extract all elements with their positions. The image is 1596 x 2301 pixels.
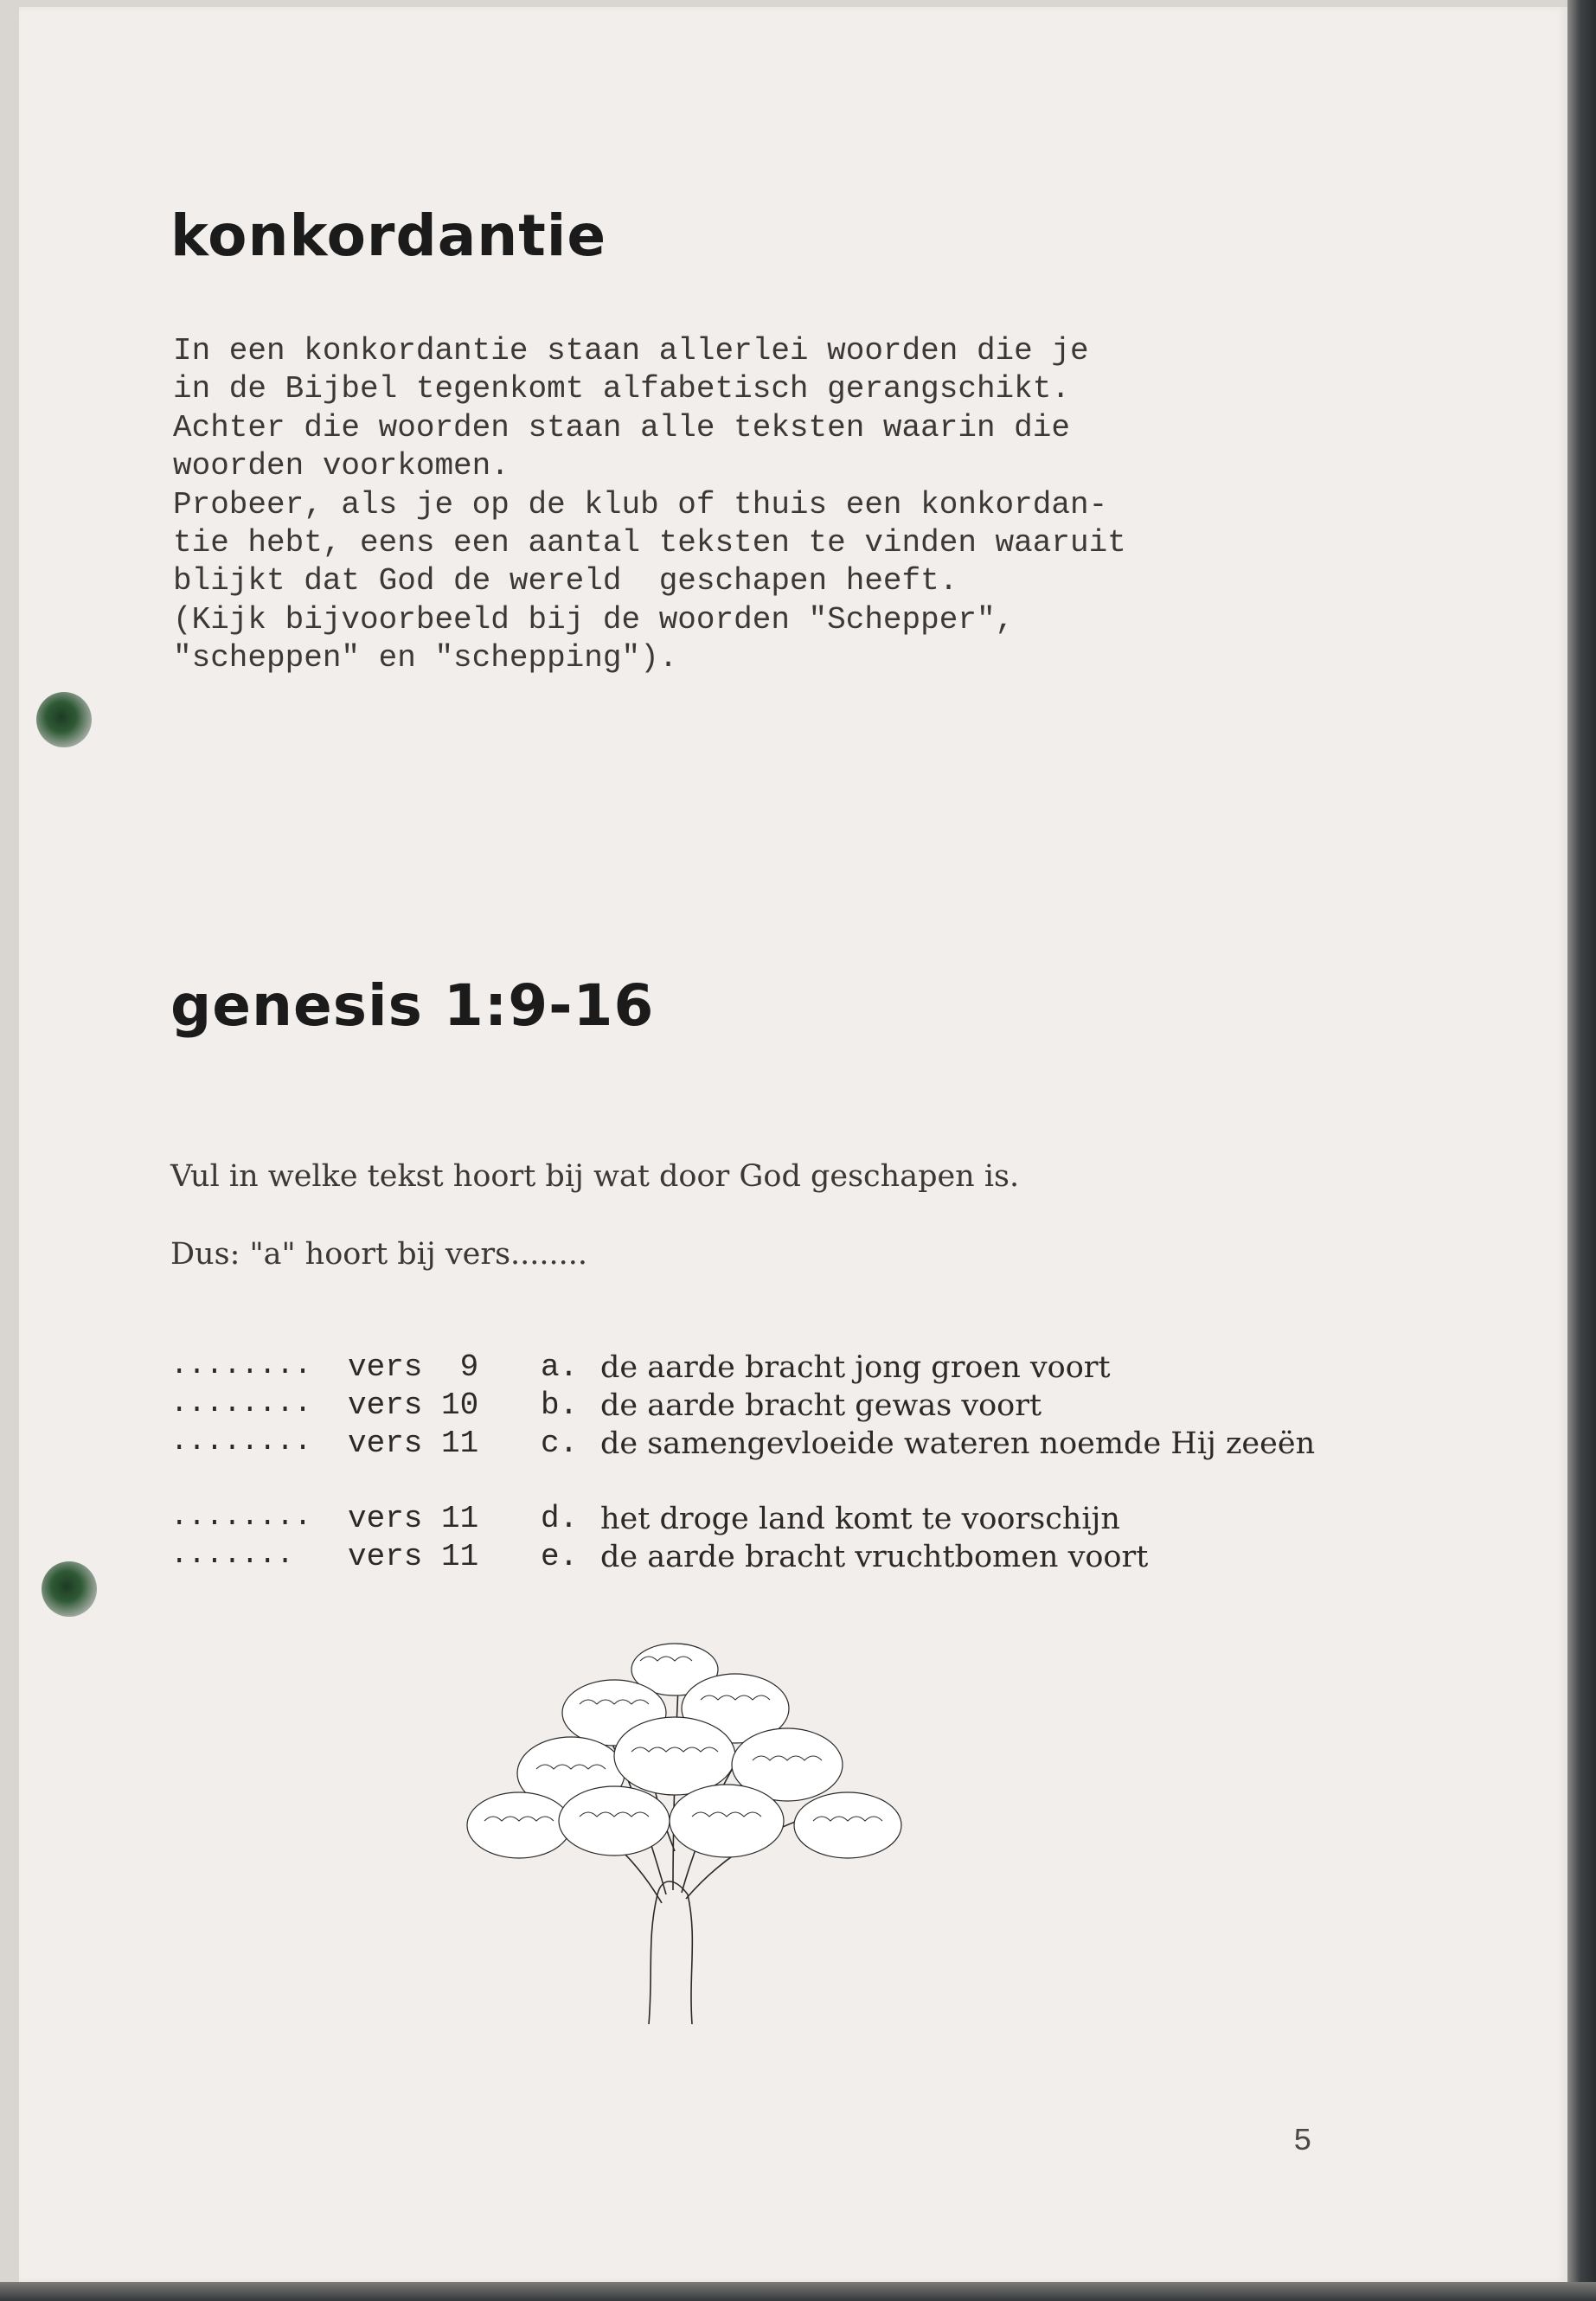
answer-blank[interactable]: ........ <box>170 1426 312 1458</box>
konkordantie-paragraph <box>173 332 1401 678</box>
exercise-example: Dus: "a" hoort bij vers........ <box>170 1237 588 1272</box>
verse-label: vers 11 <box>348 1426 479 1461</box>
page-number: 5 <box>1293 2124 1312 2159</box>
paragraph-line: blijkt dat God de wereld geschapen heeft. <box>173 563 958 599</box>
paragraph-line: Achter die woorden staan alle teksten waarin die <box>173 409 1070 445</box>
tree-illustration <box>441 1592 926 2024</box>
paragraph-line: in de Bijbel tegenkomt alfabetisch gerangschikt. <box>173 371 1070 407</box>
item-text: de aarde bracht gewas voort <box>600 1388 1042 1423</box>
item-letter: a. <box>541 1349 579 1385</box>
paragraph-line: In een konkordantie staan allerlei woorden die je <box>173 333 1089 369</box>
answer-blank[interactable]: ....... <box>170 1539 294 1572</box>
item-text: de samengevloeide wateren noemde Hij zeeën <box>600 1426 1316 1461</box>
paragraph-line: Probeer, als je op de klub of thuis een konkordan- <box>173 486 1108 522</box>
punch-hole <box>42 1561 97 1617</box>
item-letter: e. <box>541 1539 579 1574</box>
paragraph-line: tie hebt, eens een aantal teksten te vinden waaruit <box>173 525 1126 561</box>
item-text: de aarde bracht vruchtbomen voort <box>600 1540 1149 1574</box>
verse-label: vers 10 <box>348 1388 479 1423</box>
paragraph-line: "scheppen" en "schepping"). <box>173 640 678 676</box>
item-text: de aarde bracht jong groen voort <box>600 1350 1111 1385</box>
item-letter: c. <box>541 1426 579 1461</box>
verse-label: vers 11 <box>348 1501 479 1536</box>
binder-spine <box>1567 0 1596 2301</box>
verse-label: vers 11 <box>348 1539 479 1574</box>
item-letter: b. <box>541 1388 579 1423</box>
exercise-instruction: Vul in welke tekst hoort bij wat door God geschapen is. <box>170 1159 1020 1194</box>
paragraph-line: woorden voorkomen. <box>173 448 510 484</box>
punch-hole <box>36 692 92 747</box>
konkordantie-heading: konkordantie <box>170 202 607 269</box>
answer-blank[interactable]: ........ <box>170 1349 312 1382</box>
tree-trunk <box>649 1881 692 2024</box>
genesis-heading: genesis 1:9-16 <box>170 972 655 1039</box>
binder-bottom-edge <box>0 2282 1596 2301</box>
item-letter: d. <box>541 1501 579 1536</box>
answer-blank[interactable]: ........ <box>170 1388 312 1420</box>
verse-label: vers 9 <box>348 1349 479 1385</box>
item-text: het droge land komt te voorschijn <box>600 1502 1120 1536</box>
answer-blank[interactable]: ........ <box>170 1501 312 1534</box>
paragraph-line: (Kijk bijvoorbeeld bij de woorden "Schepper", <box>173 601 1015 638</box>
